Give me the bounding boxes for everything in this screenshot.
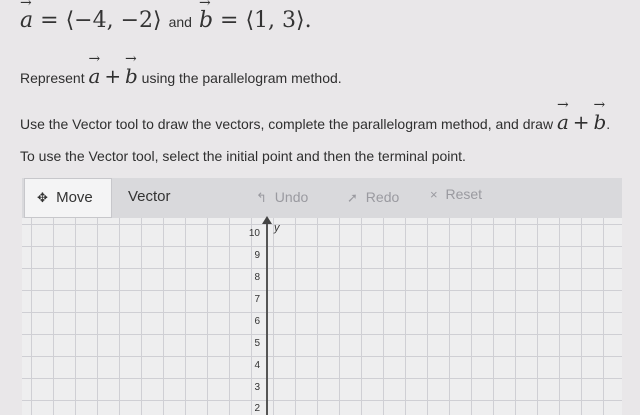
y-tick-label: 9: [254, 250, 260, 261]
y-tick-label: 5: [254, 338, 260, 349]
vector-a-symbol: → a: [20, 8, 33, 33]
move-icon: ✥: [37, 190, 48, 205]
y-tick-label: 3: [254, 382, 260, 393]
undo-label: Undo: [274, 189, 309, 205]
redo-icon: ➚: [347, 190, 358, 205]
equals-sign-b: =: [220, 8, 239, 33]
undo-icon: ↰: [256, 190, 267, 205]
graph-toolbar: [22, 178, 622, 219]
close-icon: ×: [430, 187, 438, 202]
y-tick-label: 6: [254, 316, 260, 327]
move-label: Move: [56, 189, 93, 206]
undo-button[interactable]: [256, 178, 308, 218]
redo-button[interactable]: [347, 178, 399, 218]
vector-b-inline: → b: [125, 64, 138, 88]
equals-sign-a: =: [40, 8, 59, 33]
represent-suffix: using the parallelogram method.: [141, 70, 342, 86]
represent-prefix: Represent: [20, 70, 85, 86]
y-tick-label: 7: [254, 294, 260, 305]
vector-a-inline: → a: [88, 64, 100, 88]
y-tick-label: 4: [254, 360, 260, 371]
y-tick-label: 8: [254, 272, 260, 283]
redo-label: Redo: [365, 189, 400, 205]
graph-canvas[interactable]: [22, 218, 622, 415]
plus-sign-2: +: [572, 110, 590, 134]
reset-button[interactable]: [430, 175, 482, 215]
vector-tool-button[interactable]: [128, 178, 171, 218]
vector-b-symbol: → b: [199, 8, 213, 33]
move-tool-button[interactable]: [24, 178, 112, 218]
y-axis-label: y: [274, 222, 280, 234]
y-tick-label: 2: [254, 403, 260, 414]
y-tick-label: 10: [248, 228, 260, 239]
represent-instruction: [20, 64, 342, 88]
vector-b-value: ⟨1, 3⟩.: [245, 8, 312, 33]
period: .: [606, 116, 611, 132]
vector-a-inline-2: → a: [557, 110, 569, 134]
plus-sign: +: [104, 64, 122, 88]
vector-label: Vector: [128, 188, 171, 205]
vector-tool-text: Use the Vector tool to draw the vectors, complete the parallelogram method, and draw: [20, 116, 554, 132]
how-to-instruction: To use the Vector tool, select the initial point and then the terminal point.: [20, 148, 466, 164]
and-word: and: [168, 14, 192, 30]
reset-label: Reset: [445, 186, 483, 202]
y-axis-arrow-icon: [262, 216, 272, 224]
vector-a-value: ⟨−4, −2⟩: [65, 8, 162, 33]
y-axis: [266, 222, 268, 415]
vector-b-inline-2: → b: [593, 110, 606, 134]
vector-tool-instruction: [20, 110, 610, 134]
problem-statement: [20, 8, 312, 33]
